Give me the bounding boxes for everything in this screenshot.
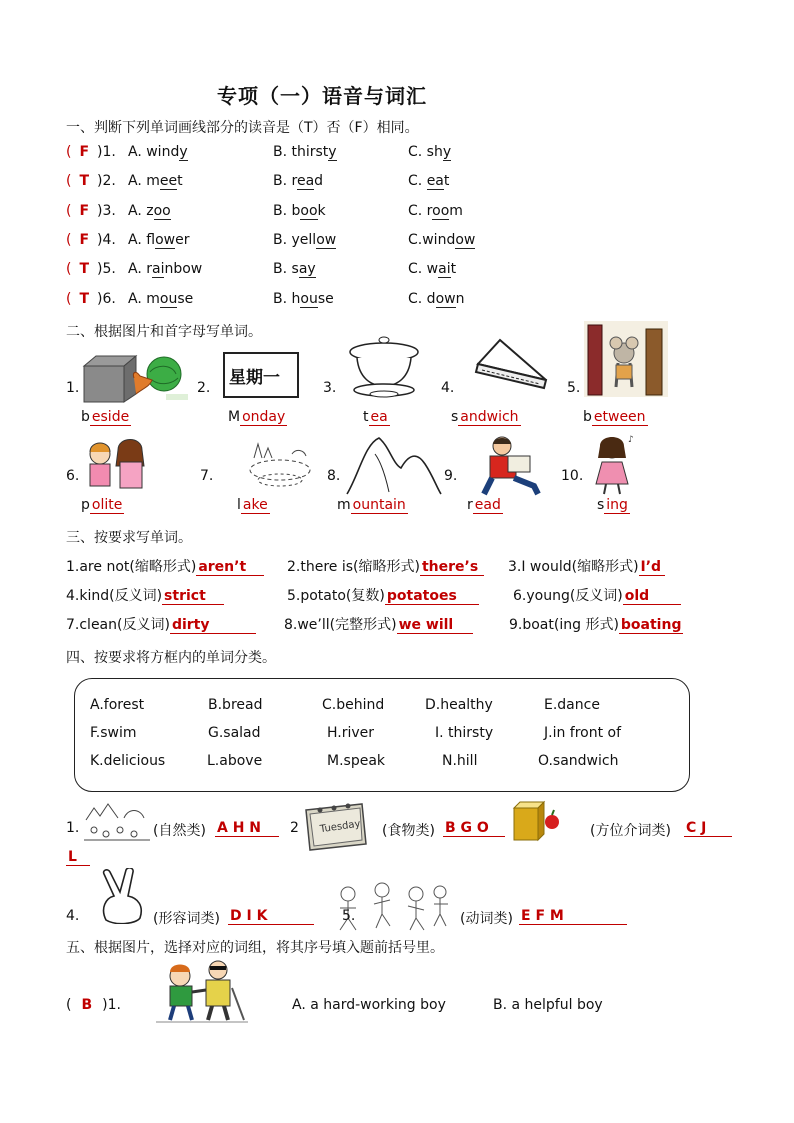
box-word: D.healthy xyxy=(425,697,493,713)
first-letter: r xyxy=(467,497,473,513)
first-letter: p xyxy=(81,497,90,513)
picture-number: 5. xyxy=(567,380,581,396)
kids-playing-picture xyxy=(330,880,454,934)
category-answer[interactable]: B G O xyxy=(443,820,505,837)
sandwich-picture xyxy=(470,334,552,394)
question-text: 5.potato(复数) xyxy=(287,588,385,604)
word-answer[interactable] xyxy=(363,409,390,425)
option-text: t xyxy=(450,261,457,277)
option-text: B. s xyxy=(273,261,299,277)
question-number: 1. xyxy=(107,997,121,1013)
answer-bracket[interactable]: ( T )6. xyxy=(66,291,116,307)
filled-answer[interactable]: dirty xyxy=(170,617,256,634)
option-text: A. wind xyxy=(128,144,180,160)
rewrite-item xyxy=(509,614,683,634)
answer-value: F xyxy=(79,144,90,160)
option-b xyxy=(273,291,334,307)
section4-heading: 四、按要求将方框内的单词分类。 xyxy=(66,650,276,666)
box-word: I. thirsty xyxy=(435,725,494,741)
section3-heading: 三、按要求写单词。 xyxy=(66,530,192,546)
category-label: (自然类) xyxy=(153,823,206,839)
word-answer[interactable] xyxy=(451,409,521,425)
rewrite-item xyxy=(284,614,473,634)
category-answer[interactable]: A H N xyxy=(215,820,279,837)
filled-answer: ake xyxy=(242,497,268,513)
question-number: 1. xyxy=(102,144,116,160)
judge-row xyxy=(66,144,626,164)
filled-answer: ing xyxy=(606,497,628,513)
question-text: 1.are not(缩略形式) xyxy=(66,559,197,575)
answer-value: B xyxy=(81,997,93,1013)
answer-bracket[interactable]: ( F )1. xyxy=(66,144,116,160)
answer-bracket[interactable]: ( B )1. xyxy=(66,997,121,1013)
option-text: C.wind xyxy=(408,232,456,248)
filled-answer[interactable]: old xyxy=(623,588,681,605)
picture-number: 3. xyxy=(323,380,337,396)
option-text: A. z xyxy=(128,203,154,219)
category-label: (方位介词类) xyxy=(590,823,671,839)
box-word: B.bread xyxy=(208,697,263,713)
box-apple-picture xyxy=(510,800,562,842)
underlined-letters: ow xyxy=(316,232,337,248)
option-a xyxy=(128,173,183,189)
box-word: N.hill xyxy=(442,753,478,769)
option-c xyxy=(408,261,456,277)
box-word: C.behind xyxy=(322,697,385,713)
word-answer[interactable] xyxy=(81,409,131,425)
polite-children-picture xyxy=(82,436,154,496)
category-answer[interactable]: C J xyxy=(684,820,732,837)
rewrite-item xyxy=(508,556,665,576)
option-a xyxy=(128,261,202,277)
picture-number: 9. xyxy=(444,468,458,484)
answer-bracket[interactable]: ( F )4. xyxy=(66,232,116,248)
first-letter: l xyxy=(237,497,241,513)
judge-row xyxy=(66,232,626,252)
question-text: 2.there is(缩略形式) xyxy=(287,559,420,575)
first-letter: s xyxy=(597,497,605,513)
picture-number: 7. xyxy=(200,468,214,484)
box-word: O.sandwich xyxy=(538,753,619,769)
question-number: 6. xyxy=(102,291,116,307)
option-text: B. thirst xyxy=(273,144,329,160)
underlined-letters: ou xyxy=(159,291,178,307)
underlined-letters: ea xyxy=(426,173,444,189)
box-word: M.speak xyxy=(327,753,386,769)
underlined-letters: ow xyxy=(455,232,476,248)
underlined-letters: ow xyxy=(155,232,176,248)
question-number: 3. xyxy=(102,203,116,219)
category-number: 2 xyxy=(290,820,299,836)
underlined-letters: y xyxy=(179,144,188,160)
monday-sign-text: 星期一 xyxy=(229,368,280,388)
judge-row xyxy=(66,203,626,223)
tuesday-calendar-picture xyxy=(300,800,370,852)
first-letter: b xyxy=(81,409,90,425)
option-text: se xyxy=(177,291,194,307)
underlined-letters: ow xyxy=(435,291,456,307)
filled-answer[interactable]: potatoes xyxy=(385,588,479,605)
first-letter: m xyxy=(337,497,351,513)
option-b xyxy=(273,203,326,219)
answer-value: F xyxy=(79,203,90,219)
option-text: t xyxy=(443,173,450,189)
box-word: L.above xyxy=(207,753,263,769)
filled-answer[interactable]: we will xyxy=(397,617,473,634)
word-answer[interactable] xyxy=(228,409,287,425)
victory-hand-picture xyxy=(96,868,152,924)
rewrite-item xyxy=(66,585,224,605)
option-text: A. r xyxy=(128,261,152,277)
filled-answer: onday xyxy=(242,409,286,425)
question-number: 2. xyxy=(102,173,116,189)
underlined-letters: y xyxy=(328,144,337,160)
first-letter: b xyxy=(583,409,592,425)
word-answer[interactable] xyxy=(467,497,503,513)
category-label: (食物类) xyxy=(382,823,435,839)
option-text: k xyxy=(317,203,326,219)
answer-bracket[interactable]: ( F )3. xyxy=(66,203,116,219)
category-number: 5. xyxy=(342,908,356,924)
underlined-letters: ea xyxy=(296,173,315,189)
option-c xyxy=(408,203,463,219)
girl-singing-picture xyxy=(588,432,638,496)
first-letter: M xyxy=(228,409,241,425)
page-title: 专项（一）语音与词汇 xyxy=(217,84,427,108)
svg-text:♪: ♪ xyxy=(628,435,634,445)
underlined-letters: oo xyxy=(300,203,318,219)
box-word: G.salad xyxy=(208,725,261,741)
answer-value: T xyxy=(79,291,90,307)
category-answer[interactable]: D I K xyxy=(228,908,314,925)
option-text: A. fl xyxy=(128,232,156,248)
option-text: se xyxy=(317,291,334,307)
filled-answer: olite xyxy=(91,497,123,513)
mouse-between-books-picture xyxy=(584,321,668,397)
filled-answer[interactable]: boating xyxy=(620,617,682,633)
answer-value: F xyxy=(79,232,90,248)
option-b xyxy=(273,261,316,277)
question-text: 4.kind(反义词) xyxy=(66,588,163,604)
option-text: C. w xyxy=(408,261,439,277)
svg-text:Tuesday: Tuesday xyxy=(319,818,362,836)
category-number: 4. xyxy=(66,908,80,924)
option-text: C. sh xyxy=(408,144,443,160)
box-word: E.dance xyxy=(544,697,600,713)
judge-row xyxy=(66,291,626,311)
helpful-boy-picture xyxy=(156,958,248,1024)
underlined-letters: y xyxy=(442,144,452,160)
option-c xyxy=(408,291,464,307)
filled-answer[interactable]: strict xyxy=(162,588,224,605)
option-text: er xyxy=(175,232,190,248)
filled-answer: ea xyxy=(370,409,388,425)
first-letter: t xyxy=(363,409,369,425)
option-b: B. a helpful boy xyxy=(493,997,603,1013)
underlined-letters: ai xyxy=(152,261,165,277)
option-text: d xyxy=(314,173,324,189)
word-answer[interactable] xyxy=(81,497,124,513)
word-answer[interactable] xyxy=(237,497,270,513)
option-text: B. r xyxy=(273,173,297,189)
option-a xyxy=(128,203,171,219)
option-text: n xyxy=(455,291,465,307)
word-answer[interactable] xyxy=(583,409,648,425)
word-answer[interactable] xyxy=(597,497,630,513)
filled-answer: etween xyxy=(593,409,646,425)
box-word: K.delicious xyxy=(90,753,166,769)
rewrite-item xyxy=(513,585,681,605)
box-word: F.swim xyxy=(90,725,137,741)
question-text: 3.I would(缩略形式) xyxy=(508,559,639,575)
filled-answer[interactable]: I’d xyxy=(639,559,665,576)
question-text: 8.we’ll(完整形式) xyxy=(284,617,397,633)
filled-answer: andwich xyxy=(460,409,519,425)
option-c xyxy=(408,173,449,189)
filled-answer[interactable]: there’s xyxy=(420,559,484,576)
category-number: 1. xyxy=(66,820,80,836)
rewrite-item xyxy=(287,585,479,605)
option-b xyxy=(273,173,323,189)
underlined-letters: ay xyxy=(298,261,316,277)
option-c xyxy=(408,144,451,160)
option-text: A. m xyxy=(128,173,160,189)
option-text: C. d xyxy=(408,291,436,307)
category-label: (形容词类) xyxy=(153,911,220,927)
option-text: A. m xyxy=(128,291,160,307)
word-answer[interactable] xyxy=(337,497,408,513)
picture-number: 10. xyxy=(561,468,584,484)
category-label: (动词类) xyxy=(460,911,513,927)
option-b xyxy=(273,232,336,248)
option-text: B. yell xyxy=(273,232,317,248)
option-b xyxy=(273,144,337,160)
option-a xyxy=(128,291,193,307)
box-word: A.forest xyxy=(90,697,145,713)
picture-number: 6. xyxy=(66,468,80,484)
boy-reading-picture xyxy=(478,434,548,498)
question-text: 9.boat(ing 形式) xyxy=(509,617,619,633)
underlined-letters: oo xyxy=(432,203,450,219)
rewrite-item xyxy=(287,556,484,576)
picture-number: 4. xyxy=(441,380,455,396)
mountain-picture xyxy=(345,434,443,496)
option-text: B. b xyxy=(273,203,301,219)
underlined-letters: oo xyxy=(153,203,171,219)
judge-row xyxy=(66,173,626,193)
filled-answer: ountain xyxy=(352,497,406,513)
judge-row xyxy=(66,261,626,281)
answer-value: T xyxy=(79,173,90,189)
nature-picture xyxy=(84,800,150,844)
filled-answer[interactable]: aren’t xyxy=(196,559,264,576)
category-answer[interactable]: E F M xyxy=(519,908,627,925)
option-a: A. a hard-working boy xyxy=(292,997,446,1013)
option-text: nbow xyxy=(164,261,203,277)
option-text: m xyxy=(449,203,463,219)
filled-answer: ead xyxy=(474,497,501,513)
answer-value: T xyxy=(79,261,90,277)
question-number: 4. xyxy=(102,232,116,248)
option-a xyxy=(128,144,188,160)
rewrite-item xyxy=(66,556,264,576)
question-text: 6.young(反义词) xyxy=(513,588,623,604)
section2-heading: 二、根据图片和首字母写单词。 xyxy=(66,324,262,340)
question-text: 7.clean(反义词) xyxy=(66,617,170,633)
first-letter: s xyxy=(451,409,459,425)
underlined-letters: ai xyxy=(438,261,451,277)
question-number: 5. xyxy=(102,261,116,277)
answer-bracket[interactable]: ( T )5. xyxy=(66,261,116,277)
picture-number: 1. xyxy=(66,380,80,396)
option-text: C. r xyxy=(408,203,433,219)
option-text: t xyxy=(177,173,183,189)
section5-heading: 五、根据图片，选择对应的词组，将其序号填入题前括号里。 xyxy=(66,940,444,956)
lake-picture xyxy=(244,440,314,490)
box-word: J.in front of xyxy=(544,725,622,741)
tea-cup-picture xyxy=(345,330,423,402)
picture-number: 8. xyxy=(327,468,341,484)
box-word: H.river xyxy=(327,725,375,741)
option-text: B. h xyxy=(273,291,301,307)
option-a xyxy=(128,232,189,248)
underlined-letters: ou xyxy=(300,291,318,307)
box-snail-picture xyxy=(80,350,190,404)
section1-heading: 一、判断下列单词画线部分的读音是（T）否（F）相同。 xyxy=(66,120,419,136)
picture-number: 2. xyxy=(197,380,211,396)
option-c xyxy=(408,232,475,248)
category-answer-continued[interactable]: L xyxy=(66,849,90,866)
filled-answer: eside xyxy=(91,409,130,425)
rewrite-item xyxy=(66,614,256,634)
underlined-letters: ee xyxy=(159,173,178,189)
answer-bracket[interactable]: ( T )2. xyxy=(66,173,116,189)
option-text: C. xyxy=(408,173,427,189)
